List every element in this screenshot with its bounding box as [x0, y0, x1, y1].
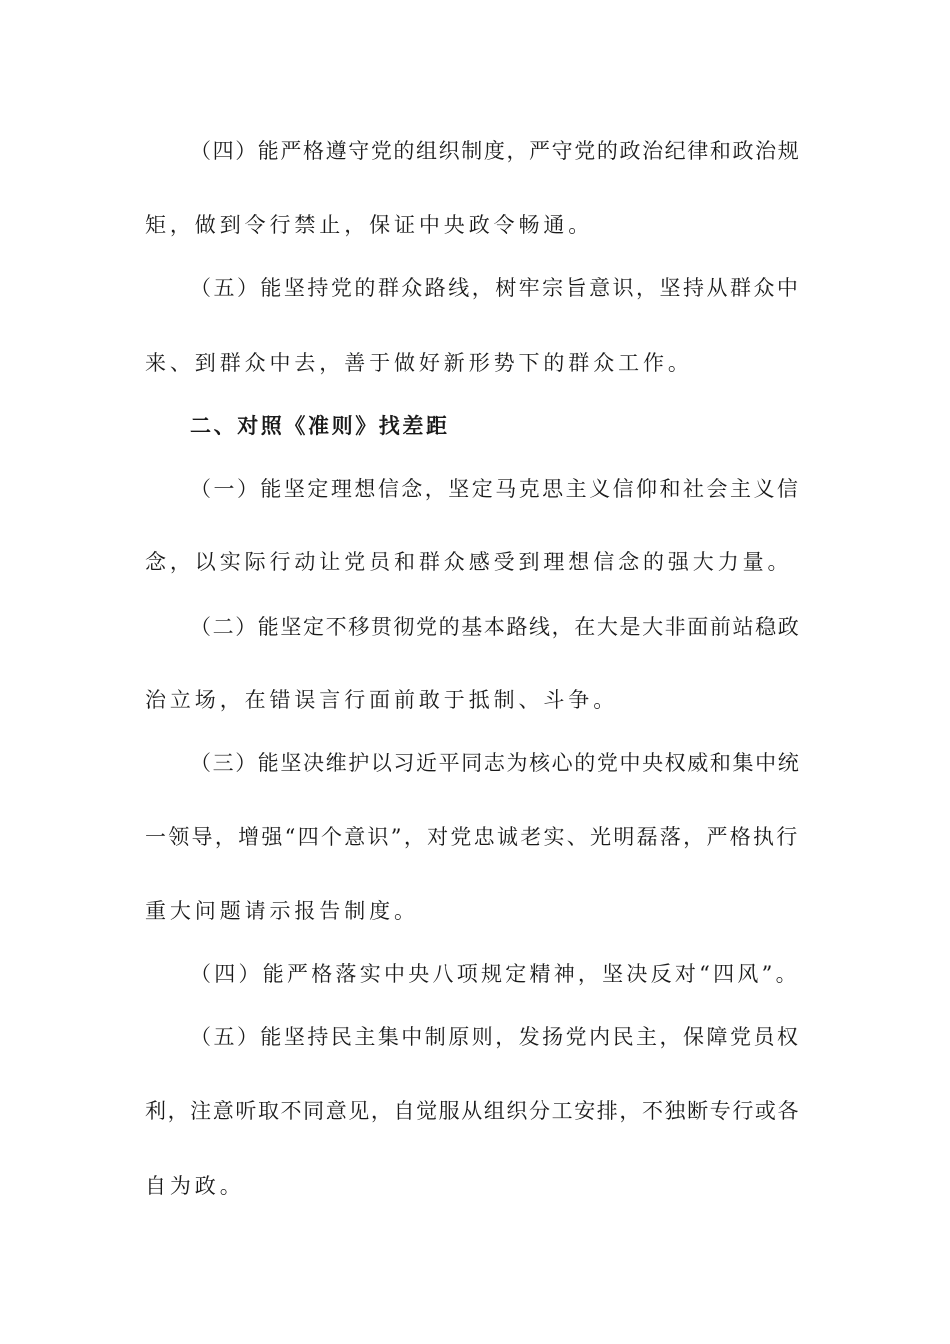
item-3-line-3: 重大问题请示报告制度。 [145, 899, 419, 923]
paragraph-5-line-2: 来、到群众中去，善于做好新形势下的群众工作。 [145, 351, 693, 375]
paragraph-4-line-1: （四）能严格遵守党的组织制度，严守党的政治纪律和政治规 [190, 139, 801, 163]
section-heading: 二、对照《准则》找差距 [190, 414, 450, 438]
item-2-line-1: （二）能坚定不移贯彻党的基本路线，在大是大非面前站稳政 [190, 615, 801, 639]
item-3-line-2: 一领导，增强“四个意识”，对党忠诚老实、光明磊落，严格执行 [145, 825, 800, 849]
paragraph-4-line-2: 矩，做到令行禁止，保证中央政令畅通。 [145, 213, 594, 237]
paragraph-5-line-1: （五）能坚持党的群众路线，树牢宗旨意识，坚持从群众中 [190, 276, 801, 300]
item-5-line-3: 自为政。 [145, 1174, 245, 1198]
item-5-line-2: 利，注意听取不同意见，自觉服从组织分工安排，不独断专行或各 [145, 1099, 801, 1123]
item-1-line-1: （一）能坚定理想信念，坚定马克思主义信仰和社会主义信 [190, 477, 801, 501]
item-4-line-1: （四）能严格落实中央八项规定精神，坚决反对“四风”。 [190, 962, 800, 986]
item-2-line-2: 治立场，在错误言行面前敢于抵制、斗争。 [145, 688, 619, 712]
item-1-line-2: 念，以实际行动让党员和群众感受到理想信念的强大力量。 [145, 550, 793, 574]
item-3-line-1: （三）能坚决维护以习近平同志为核心的党中央权威和集中统 [190, 751, 801, 775]
item-5-line-1: （五）能坚持民主集中制原则，发扬党内民主，保障党员权 [190, 1025, 801, 1049]
